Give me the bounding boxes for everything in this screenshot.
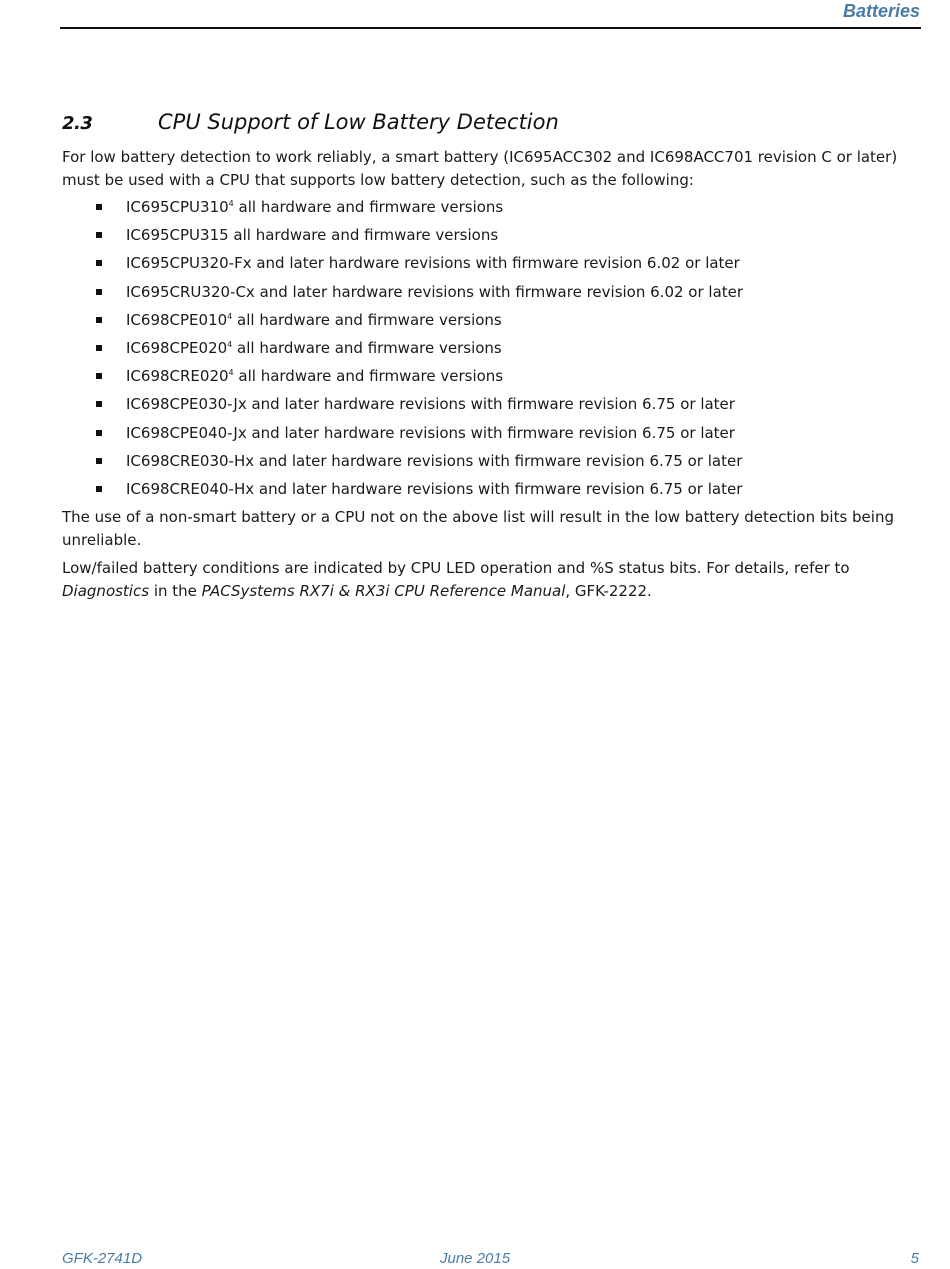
bullet-icon	[96, 458, 102, 464]
footnote-marker: 4	[228, 199, 234, 208]
cpu-support-text: and later hardware revisions with firmware revision 6.75 or later	[254, 451, 743, 470]
cpu-support-text: all hardware and firmware versions	[233, 367, 504, 386]
list-item	[62, 251, 922, 279]
list-item	[62, 195, 922, 223]
footnote-marker: 4	[227, 311, 233, 321]
list-item	[62, 364, 922, 392]
footnote-marker: 4	[227, 339, 233, 349]
cpu-support-text: and later hardware revisions with firmware revision 6.75 or later	[246, 395, 735, 414]
cpu-model: IC695CPU315	[126, 226, 229, 245]
footnote-marker: 4	[228, 368, 234, 378]
cpu-model: IC698CPE010	[126, 310, 228, 329]
bullet-icon	[96, 232, 102, 238]
list-item	[62, 392, 922, 420]
section-heading	[62, 108, 559, 138]
bullet-icon	[96, 430, 102, 436]
cpu-model: IC698CRE020	[126, 367, 229, 386]
cpu-model: IC698CRE040-Hx	[126, 479, 255, 498]
bullet-icon	[96, 373, 102, 379]
list-item	[62, 223, 922, 251]
bullet-icon	[96, 486, 102, 492]
unreliable-paragraph: The use of a non-smart battery or a CPU not on the above list will result in the low battery detection bits being unreliable.	[62, 508, 894, 549]
manual-title-reference: PACSystems RX7i & RX3i CPU Reference Manual	[201, 581, 566, 600]
list-item	[62, 477, 922, 505]
reference-text: Low/failed battery conditions are indicated by CPU LED operation and %S status bits. For details, refer to	[62, 559, 850, 577]
cpu-support-text: all hardware and firmware versions	[228, 226, 499, 245]
reference-paragraph	[62, 557, 922, 602]
footer-doc-number: GFK-2741D	[62, 1250, 143, 1267]
section-title: CPU Support of Low Battery Detection	[158, 110, 559, 134]
reference-text: in the	[149, 581, 202, 600]
diagnostics-reference: Diagnostics	[62, 581, 150, 600]
footer-date: June 2015	[440, 1250, 511, 1267]
intro-paragraph: For low battery detection to work reliably, a smart battery (IC695ACC302 and IC698ACC701 revision C or later) must be used with a CPU that supports low battery detection, such as the following:	[62, 148, 898, 189]
list-item	[62, 280, 922, 308]
cpu-support-text: all hardware and firmware versions	[232, 338, 502, 357]
cpu-model: IC695CPU310	[126, 198, 229, 216]
list-item	[62, 308, 922, 336]
bullet-icon	[96, 260, 102, 266]
cpu-model: IC695CPU320-Fx	[126, 254, 252, 273]
cpu-model: IC698CPE020	[126, 338, 228, 357]
cpu-support-text: all hardware and firmware versions	[232, 310, 502, 329]
footer-page-number: 5	[910, 1250, 919, 1267]
cpu-support-text: and later hardware revisions with firmware revision 6.02 or later	[251, 254, 740, 273]
cpu-support-text: all hardware and firmware versions	[233, 198, 504, 216]
cpu-model: IC698CPE030-Jx	[126, 395, 247, 414]
bullet-icon	[96, 345, 102, 351]
section-number: 2.3	[62, 113, 93, 134]
cpu-list	[62, 195, 922, 505]
cpu-model: IC695CRU320-Cx	[126, 282, 255, 301]
bullet-icon	[96, 289, 102, 295]
header-rule	[60, 27, 921, 29]
cpu-model: IC698CPE040-Jx	[126, 423, 247, 442]
bullet-icon	[96, 317, 102, 323]
cpu-model: IC698CRE030-Hx	[126, 451, 255, 470]
reference-text: , GFK-2222.	[565, 581, 652, 600]
bullet-icon	[96, 401, 102, 407]
cpu-support-text: and later hardware revisions with firmware revision 6.75 or later	[254, 479, 743, 498]
bullet-icon	[96, 204, 102, 210]
cpu-support-text: and later hardware revisions with firmware revision 6.02 or later	[254, 282, 744, 301]
list-item	[62, 449, 922, 477]
list-item	[62, 421, 922, 449]
list-item	[62, 336, 922, 364]
running-header: Batteries	[842, 1, 920, 21]
cpu-support-text: and later hardware revisions with firmware revision 6.75 or later	[246, 423, 735, 442]
